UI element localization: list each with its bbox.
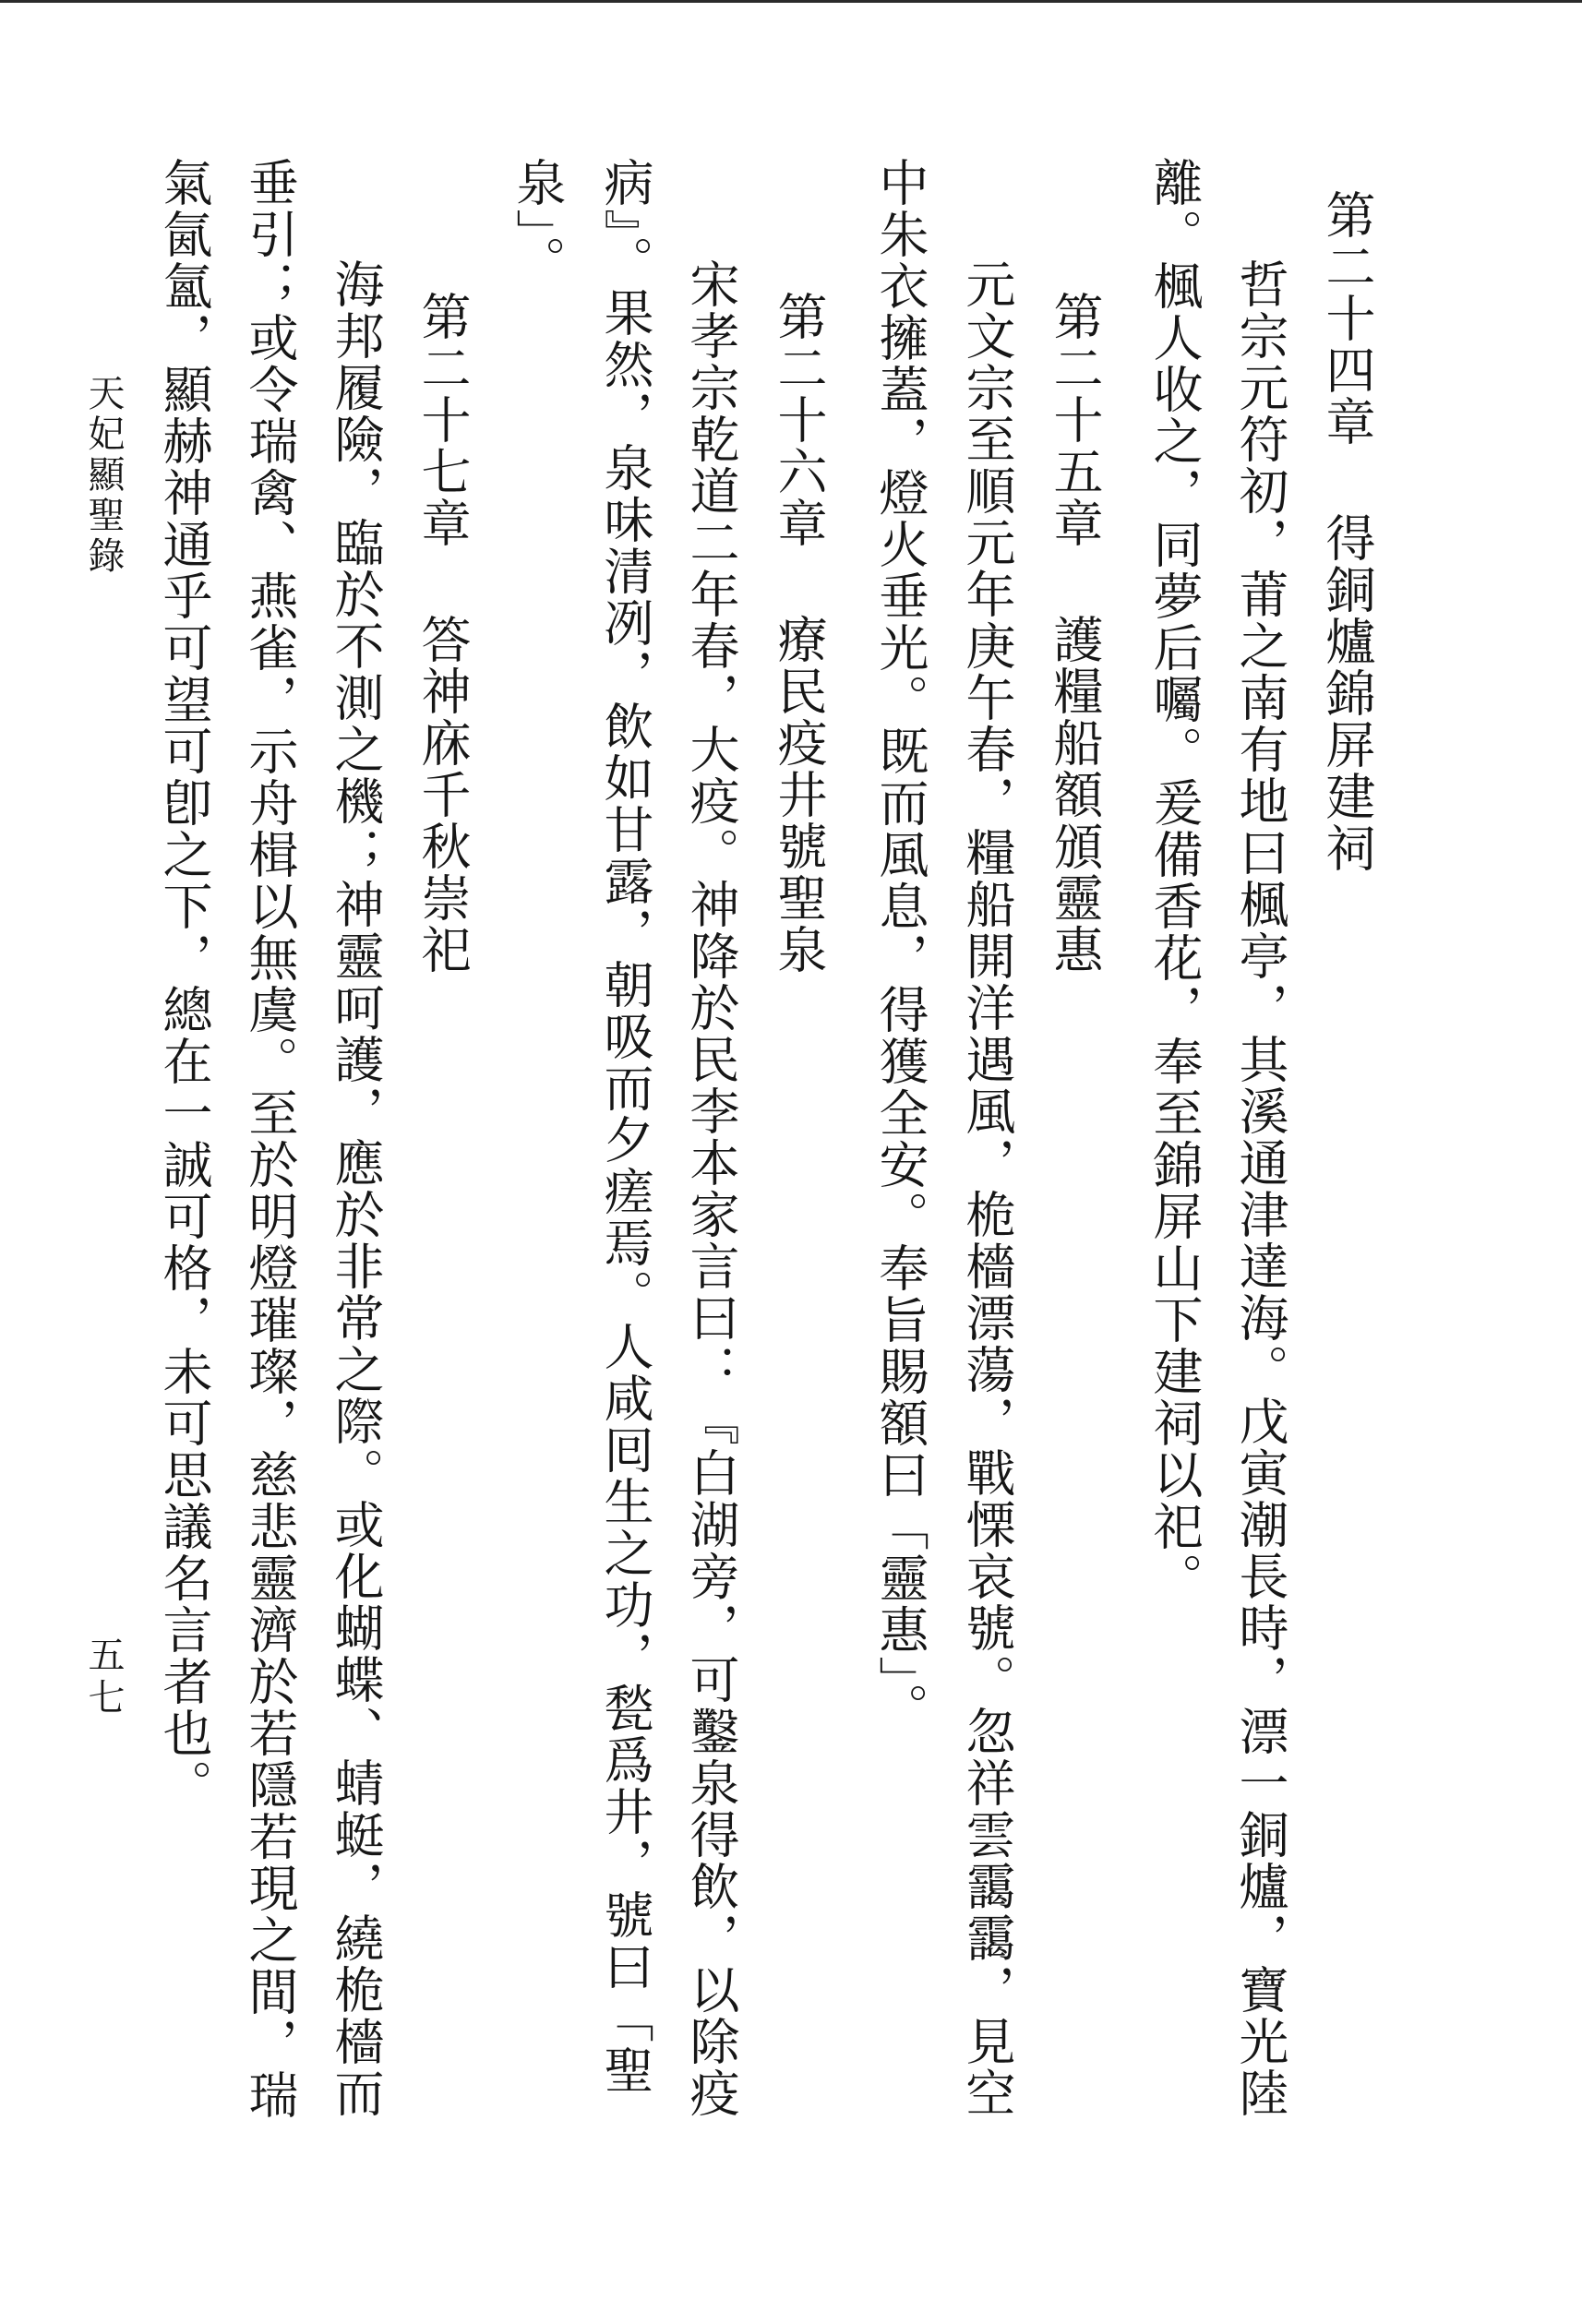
chapter-25-line-1: 元文宗至順元年庚午春，糧船開洋遇風，桅檣漂蕩，戰慄哀號。忽祥雲靄靄，見空 [958, 258, 1016, 2119]
chapter-26-heading [770, 291, 828, 976]
chapter-26-line-3: 泉」。 [509, 157, 567, 287]
chapter-24-title: 得銅爐錦屏建祠 [1318, 512, 1376, 874]
chapter-27-number: 第二十七章 [413, 291, 472, 549]
chapter-26-number: 第二十六章 [770, 291, 828, 549]
top-border-line [0, 0, 1582, 3]
chapter-27-line-1: 海邦履險，臨於不測之機；神靈呵護，應於非常之際。或化蝴蝶、蜻蜓，繞桅檣而 [327, 258, 385, 2119]
chapter-25-number: 第二十五章 [1046, 291, 1104, 549]
chapter-25-line-2: 中朱衣擁蓋，燈火垂光。既而風息，得獲全安。奉旨賜額曰「靈惠」。 [871, 157, 929, 1734]
chapter-26-title: 療民疫井號聖泉 [770, 614, 828, 976]
chapter-27-line-3: 氣氤氳，顯赫神通乎可望可卽之下，總在一誠可格，未可思議名言者也。 [155, 157, 213, 1811]
chapter-24-line-2: 離。楓人收之，同夢后囑。爰備香花，奉至錦屏山下建祠以祀。 [1145, 157, 1204, 1604]
chapter-24-number: 第二十四章 [1318, 189, 1376, 448]
chapter-25-heading [1046, 291, 1104, 976]
chapter-27-line-2: 垂引；或令瑞禽、燕雀，示舟楫以無虞。至於明燈璀璨，慈悲靈濟於若隱若現之間，瑞 [241, 157, 299, 2121]
running-title: 天妃顯聖錄 [82, 374, 125, 577]
chapter-25-title: 護糧船額頒靈惠 [1046, 614, 1104, 976]
page-number: 五七 [82, 1635, 125, 1720]
chapter-26-line-2: 病』。果然，泉味清冽，飲如甘露，朝吸而夕瘥焉。人咸囘生之功，甃爲井，號曰「聖 [596, 157, 654, 2096]
chapter-27-heading [413, 291, 472, 976]
chapter-27-title: 答神庥千秋崇祀 [413, 614, 472, 976]
chapter-26-line-1: 宋孝宗乾道二年春，大疫。神降於民李本家言曰：『白湖旁，可鑿泉得飲，以除疫 [682, 258, 740, 2119]
chapter-24-line-1: 哲宗元符初，莆之南有地曰楓亭，其溪通津達海。戊寅潮長時，漂一銅爐，寶光陸 [1231, 258, 1289, 2119]
chapter-24-heading [1318, 189, 1376, 874]
